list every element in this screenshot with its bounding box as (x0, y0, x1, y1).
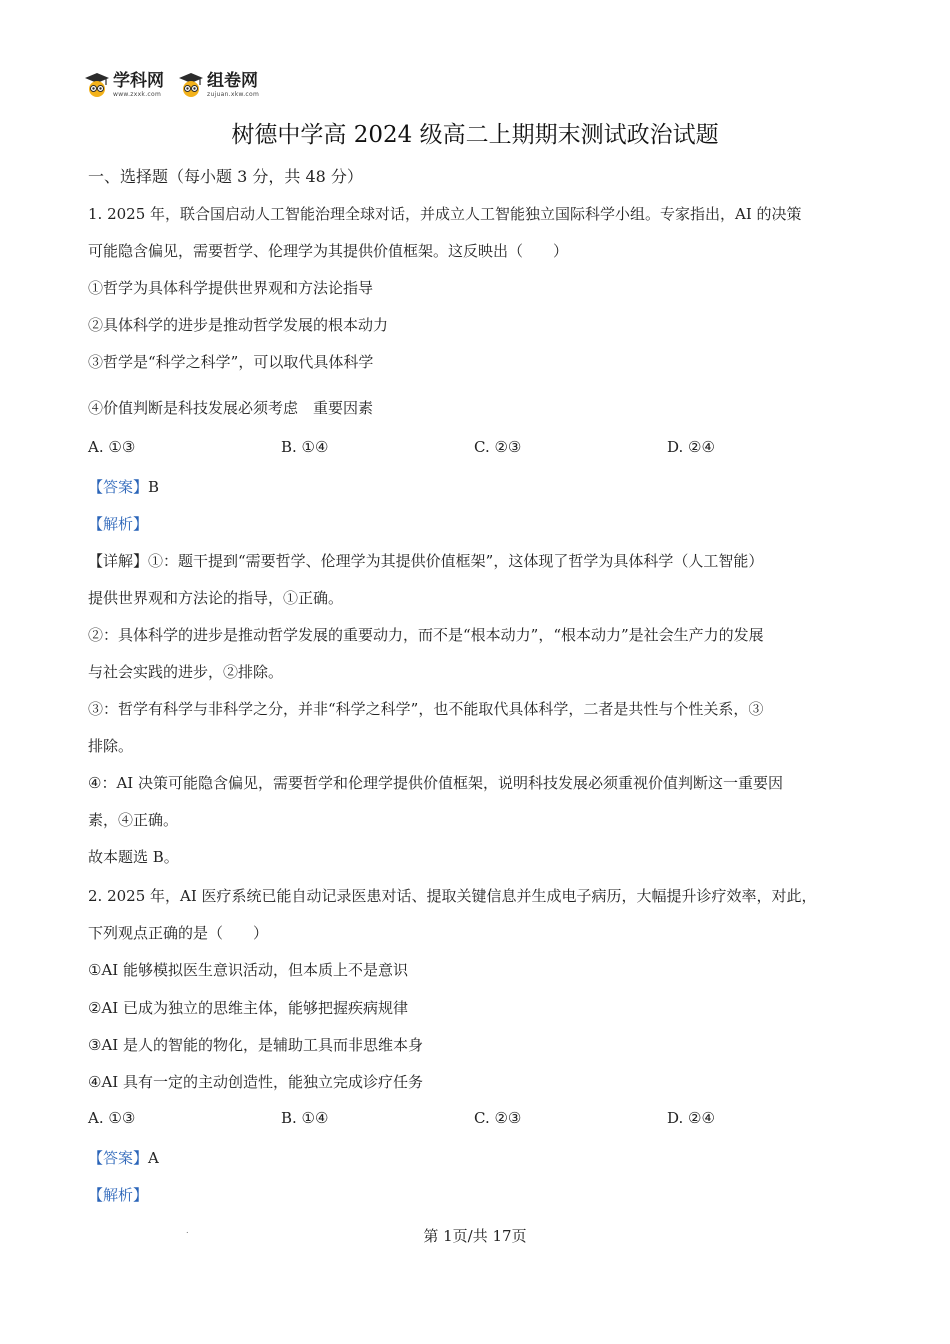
q2-stem-line2: 下列观点正确的是（ ） (88, 924, 269, 942)
q2-option-c: C. ②③ (474, 1109, 522, 1127)
q2-option-d: D. ②④ (667, 1109, 715, 1127)
q1-option-a: A. ①③ (88, 438, 136, 456)
q1-statement-2: ②具体科学的进步是推动哲学发展的根本动力 (88, 316, 389, 334)
graduate-owl-icon (178, 72, 204, 98)
q1-statement-4: ④价值判断是科技发展必须考虑 重要因素 (88, 399, 374, 417)
q2-answer (88, 1147, 159, 1168)
q2-statement-2: ②AI 已成为独立的思维主体，能够把握疾病规律 (88, 999, 408, 1017)
q2-option-a: A. ①③ (88, 1109, 136, 1127)
answer-tag: 【答案】 (88, 1149, 149, 1167)
section-heading: 一、选择题（每小题 3 分，共 48 分） (88, 167, 363, 186)
q1-detail-3b: 排除。 (88, 737, 134, 755)
q1-option-d: D. ②④ (667, 438, 715, 456)
q1-answer-value: B (148, 478, 160, 496)
xkw-logo-name: 学科网 (113, 70, 164, 91)
q1-statement-3: ③哲学是“科学之科学”，可以取代具体科学 (88, 353, 374, 371)
graduate-owl-icon (84, 72, 110, 98)
q1-option-b: B. ①④ (281, 438, 329, 456)
q1-detail-4a: ④：AI 决策可能隐含偏见，需要哲学和伦理学提供价值框架，说明科技发展必须重视价值判断这一重要因 (88, 774, 783, 792)
q1-detail-3a: ③：哲学有科学与非科学之分，并非“科学之科学”，也不能取代具体科学，二者是共性与个性关系，③ (88, 700, 764, 718)
q1-stem-line2: 可能隐含偏见，需要哲学、伦理学为其提供价值框架。这反映出（ ） (88, 242, 569, 260)
q1-detail-line1 (88, 550, 763, 571)
header-logos (84, 72, 259, 98)
q1-answer (88, 476, 159, 497)
zujuan-logo-name: 组卷网 (207, 70, 258, 91)
document-title: 树德中学高 2024 级高二上期期末测试政治试题 (231, 122, 719, 148)
q2-statement-3: ③AI 是人的智能的物化，是辅助工具而非思维本身 (88, 1036, 423, 1054)
page-footer: 第 1页/共 17页 (423, 1227, 527, 1245)
q2-option-b: B. ①④ (281, 1109, 329, 1127)
q1-detail-2a: ②：具体科学的进步是推动哲学发展的重要动力，而不是“根本动力”，“根本动力”是社会生产力的发展 (88, 626, 764, 644)
q1-stem-line1: 1. 2025 年，联合国启动人工智能治理全球对话，并成立人工智能独立国际科学小组。专家指出，AI 的决策 (88, 205, 802, 223)
q1-detail-4b: 素，④正确。 (88, 811, 179, 829)
xkw-logo-url: www.zxxk.com (113, 90, 162, 98)
q1-detail-1a: ①：题干提到“需要哲学、伦理学为其提供价值框架”，这体现了哲学为具体科学（人工智能） (148, 552, 764, 570)
stray-dot: . (186, 1226, 189, 1235)
q2-statement-1: ①AI 能够模拟医生意识活动，但本质上不是意识 (88, 961, 408, 979)
q2-answer-value: A (148, 1149, 159, 1167)
q1-detail-2b: 与社会实践的进步，②排除。 (88, 663, 284, 681)
q1-detail-1b: 提供世界观和方法论的指导，①正确。 (88, 589, 344, 607)
xkw-logo (84, 72, 164, 98)
zujuan-logo-url: zujuan.xkw.com (207, 90, 260, 98)
detail-tag: 【详解】 (88, 552, 149, 570)
q1-statement-1: ①哲学为具体科学提供世界观和方法论指导 (88, 279, 374, 297)
q2-statement-4: ④AI 具有一定的主动创造性，能独立完成诊疗任务 (88, 1073, 423, 1091)
q1-analysis-tag: 【解析】 (88, 515, 149, 533)
q1-option-c: C. ②③ (474, 438, 522, 456)
q2-analysis-tag: 【解析】 (88, 1186, 149, 1204)
answer-tag: 【答案】 (88, 478, 149, 496)
q1-conclusion: 故本题选 B。 (88, 848, 179, 866)
zujuan-logo (178, 72, 259, 98)
q2-stem-line1: 2. 2025 年，AI 医疗系统已能自动记录医患对话、提取关键信息并生成电子病历，大幅提升诊疗效率，对此， (88, 887, 817, 905)
